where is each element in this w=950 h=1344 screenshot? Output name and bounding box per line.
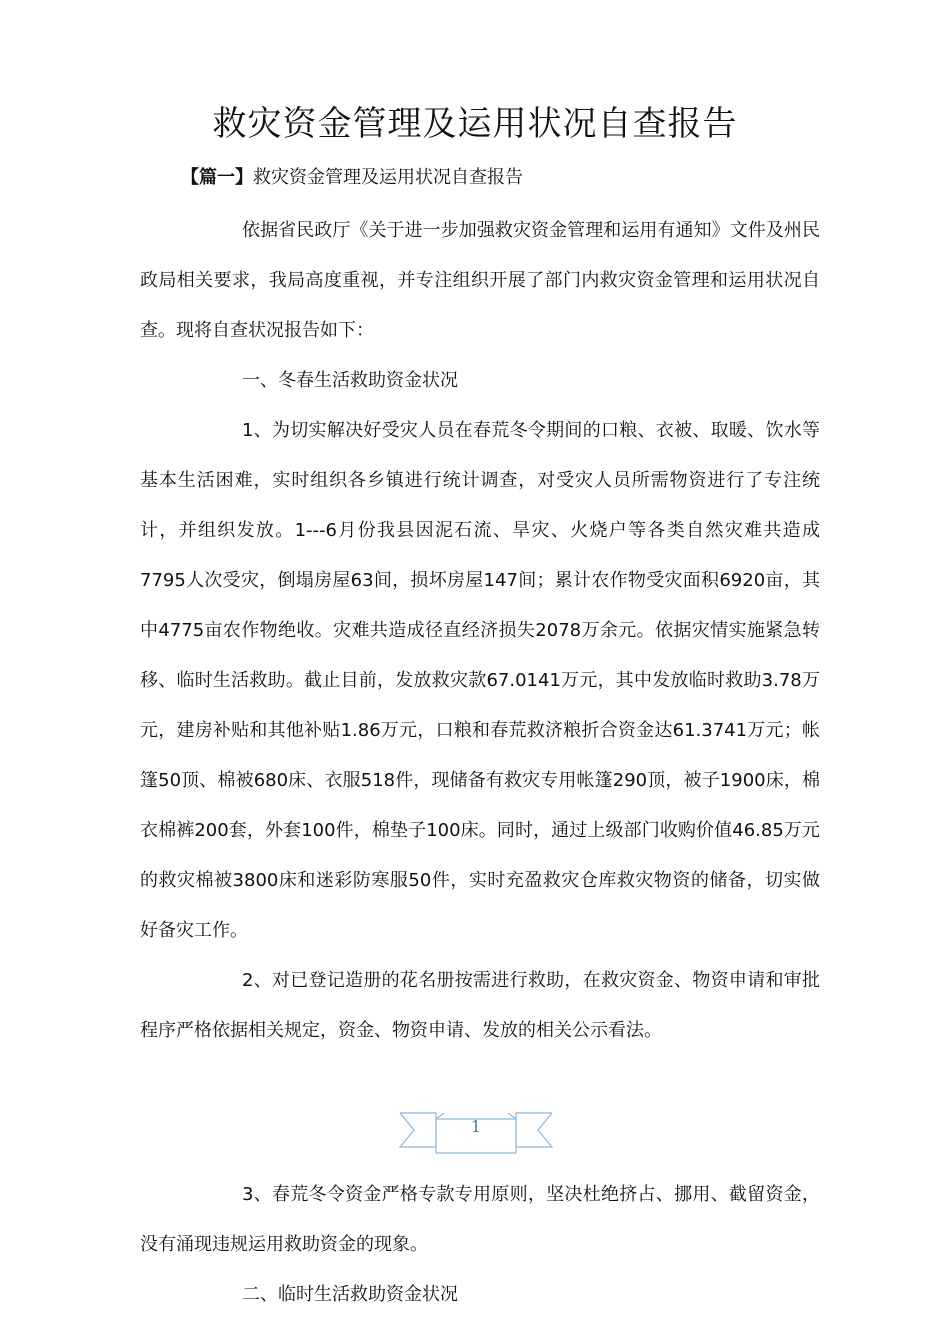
paragraph-item-1: 1、为切实解决好受灾人员在春荒冬令期间的口粮、衣被、取暖、饮水等基本生活困难，实时组织各乡镇进行统计调查，对受灾人员所需物资进行了专注统计，并组织发放。1---6月份我县因泥石流、旱灾、火烧户等各类自然灾难共造成7795人次受灾，倒塌房屋63间，损坏房屋147间；累计农作物受灾面积6920亩，其中4775亩农作物绝收。灾难共造成径直经济损失2078万余元。依据灾情实施紧急转移、临时生活救助。截止目前，发放救灾款67.0141万元，其中发放临时救助3.78万元，建房补贴和其他补贴1.86万元，口粮和春荒救济粮折合资金达61.3741万元；帐篷50顶、棉被680床、衣服518件，现储备有救灾专用帐篷290顶，被子1900床，棉衣棉裤200套，外套100件，棉垫子100床。同时，通过上级部门收购价值46.85万元的救灾棉被3800床和迷彩防寒服50件，实时充盈救灾仓库救灾物资的储备，切实做好备灾工作。 — [140, 420, 820, 941]
page-number: 1 — [470, 1117, 482, 1136]
document-body — [140, 206, 820, 1056]
section-heading-bracket: 【篇一】 — [181, 167, 253, 188]
section-heading — [181, 162, 523, 194]
section-heading-text: 救灾资金管理及运用状况自查报告 — [253, 167, 523, 188]
heading-temporary-aid: 二、临时生活救助资金状况 — [242, 1284, 458, 1305]
document-body-continued — [140, 1170, 820, 1320]
page-number-badge — [396, 1105, 556, 1159]
paragraph-item-3: 3、春荒冬令资金严格专款专用原则，坚决杜绝挤占、挪用、截留资金，没有涌现违规运用救助资金的现象。 — [140, 1184, 820, 1255]
paragraph-item-2: 2、对已登记造册的花名册按需进行救助，在救灾资金、物资申请和审批程序严格依据相关规定，资金、物资申请、发放的相关公示看法。 — [140, 970, 820, 1041]
document-title: 救灾资金管理及运用状况自查报告 — [212, 104, 738, 144]
paragraph-intro: 依据省民政厅《关于进一步加强救灾资金管理和运用有通知》文件及州民政局相关要求，我局高度重视，并专注组织开展了部门内救灾资金管理和运用状况自查。现将自查状况报告如下： — [140, 220, 820, 341]
heading-winter-spring-aid: 一、冬春生活救助资金状况 — [242, 370, 458, 391]
